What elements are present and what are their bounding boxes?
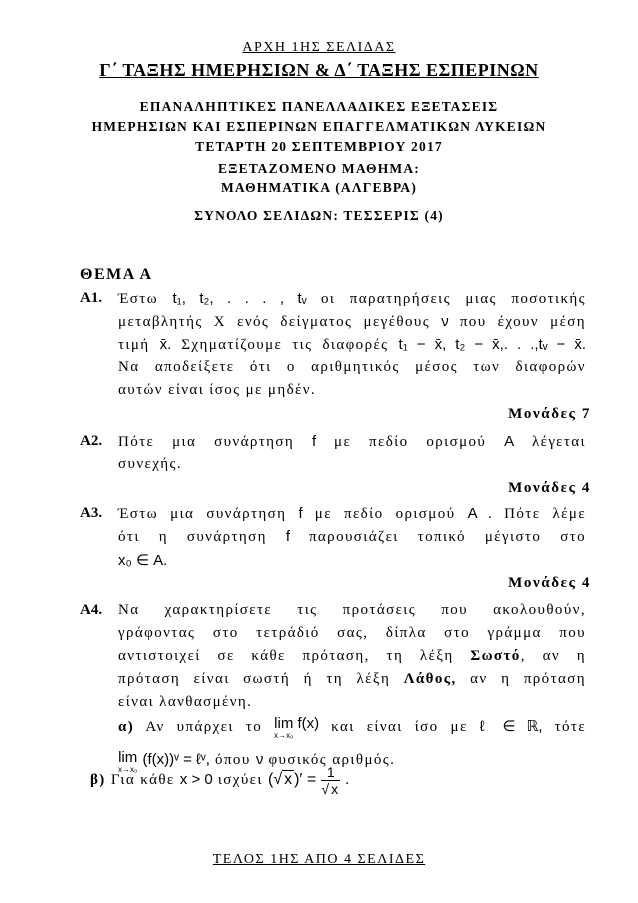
a2-line-2: συνεχής. — [118, 456, 182, 472]
a3-line-3: x₀ ∈ Α. — [118, 552, 168, 569]
schools-line: ΗΜΕΡΗΣΙΩΝ ΚΑΙ ΕΣΠΕΡΙΝΩΝ ΕΠΑΓΓΕΛΜΑΤΙΚΩΝ ΛΥΚΕΙΩΝ — [91, 119, 547, 134]
a4-line-3: αντιστοιχεί σε κάθε πρόταση, τη λέξη Σωστό, αν η — [118, 648, 586, 664]
subject-name: ΜΑΘΗΜΑΤΙΚΑ (ΑΛΓΕΒΡΑ) — [220, 180, 418, 195]
a1-line-4: Να αποδείξετε ότι ο αριθμητικός μέσος των διαφορών — [118, 359, 586, 375]
question-number-a3: Α3. — [80, 505, 103, 521]
a4-line-5: είναι λανθασμένη. — [118, 694, 253, 710]
a2-marks: Μονάδες 4 — [508, 480, 591, 496]
exam-date: ΤΕΤΑΡΤΗ 20 ΣΕΠΤΕΜΒΡΙΟΥ 2017 — [195, 139, 443, 154]
exam-type-line: ΕΠΑΝΑΛΗΠΤΙΚΕΣ ΠΑΝΕΛΛΑΔΙΚΕΣ ΕΞΕΤΑΣΕΙΣ — [139, 99, 499, 114]
page-end-indicator: ΤΕΛΟΣ 1ΗΣ ΑΠΟ 4 ΣΕΛΙΔΕΣ — [212, 852, 426, 867]
theme-title: ΘΕΜΑ Α — [80, 266, 153, 283]
a4-statement-alpha: α) Αν υπάρχει το lim f(x) x→x₀ και είναι ίσο με ℓ ∈ ℝ, τότε — [118, 715, 587, 740]
page-start-indicator: ΑΡΧΗ 1ΗΣ ΣΕΛΙΔΑΣ — [242, 40, 396, 55]
a3-line-1: Έστω μια συνάρτηση f με πεδίο ορισμού Α . Πότε λέμε — [118, 505, 587, 522]
exam-classes-title: Γ΄ ΤΑΞΗΣ ΗΜΕΡΗΣΙΩΝ & Δ΄ ΤΑΞΗΣ ΕΣΠΕΡΙΝΩΝ — [99, 60, 539, 80]
total-pages: ΣΥΝΟΛΟ ΣΕΛΙΔΩΝ: ΤΕΣΣΕΡΙΣ (4) — [194, 208, 444, 223]
a3-line-2: ότι η συνάρτηση f παρουσιάζει τοπικό μέγιστο στο — [118, 528, 587, 545]
a4-statement-alpha-formula: lim x→x₀ (f(x))ᵛ = ℓᵛ, όπου ν φυσικός αριθμός. — [118, 749, 396, 774]
question-number-a4: Α4. — [80, 602, 103, 618]
question-number-a1: Α1. — [80, 290, 103, 306]
a4-statement-beta: β) Για κάθε x > 0 ισχύει (√ x )′ = $\frac{1}{√ x}$ . — [90, 764, 351, 798]
a4-line-2: γράφοντας στο τετράδιό σας, δίπλα στο γράμμα που — [118, 625, 586, 641]
a2-line-1: Πότε μια συνάρτηση f με πεδίο ορισμού Α λέγεται — [118, 433, 586, 450]
question-number-a2: Α2. — [80, 433, 103, 449]
a1-line-2: μεταβλητής Χ ενός δείγματος μεγέθους ν που έχουν μέση — [118, 313, 586, 330]
a1-line-5: αυτών είναι ίσος με μηδέν. — [118, 382, 317, 398]
subject-label: ΕΞΕΤΑΖΟΜΕΝΟ ΜΑΘΗΜΑ: — [218, 161, 420, 176]
a4-line-1: Να χαρακτηρίσετε τις προτάσεις που ακολουθούν, — [118, 602, 586, 618]
a1-marks: Μονάδες 7 — [508, 406, 591, 422]
a1-line-3: τιμή x̄. Σχηματίζουμε τις διαφορές t₁ − x̄, t₂ − x̄,. . .,tᵥ − x̄. — [118, 336, 587, 353]
a4-line-4: πρόταση είναι σωστή ή τη λέξη Λάθος, αν η πρόταση — [118, 671, 586, 687]
a3-marks: Μονάδες 4 — [508, 575, 591, 591]
a1-line-1: Έστω t₁, t₂, . . . , tᵥ οι παρατηρήσεις μιας ποσοτικής — [118, 290, 587, 307]
